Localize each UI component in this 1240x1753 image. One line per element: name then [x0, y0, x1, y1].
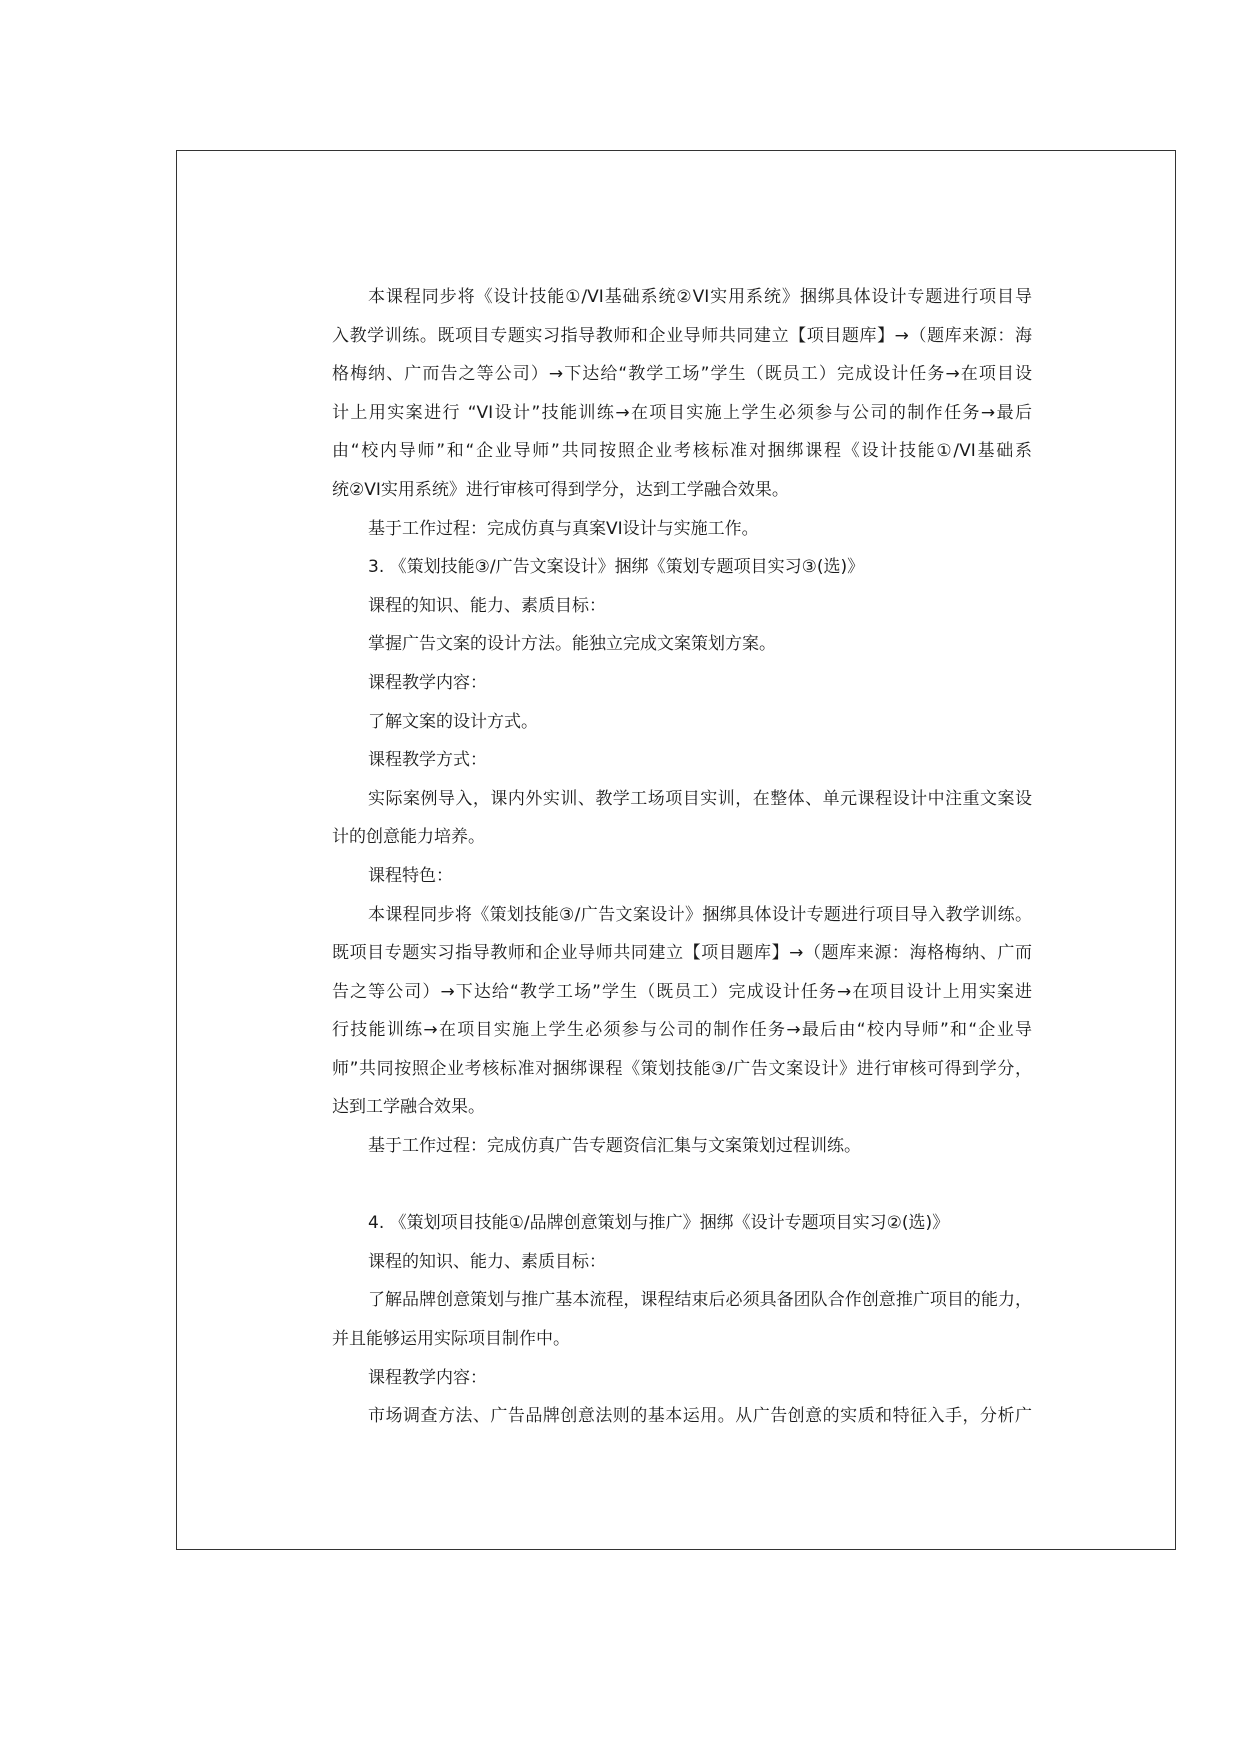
section-label: 课程教学方式：	[368, 750, 487, 771]
paragraph-line: 掌握广告文案的设计方法。能独立完成文案策划方案。	[368, 634, 776, 655]
section-heading: 4. 《策划项目技能①/品牌创意策划与推广》捆绑《设计专题项目实习②(选)》	[368, 1213, 950, 1234]
blank-line	[332, 1166, 1032, 1205]
section-heading: 3. 《策划技能③/广告文案设计》捆绑《策划专题项目实习③(选)》	[368, 557, 865, 578]
section-label: 课程教学内容：	[368, 672, 487, 693]
paragraph-line: 统②VI实用系统》进行审核可得到学分，达到工学融合效果。	[332, 479, 789, 500]
paragraph-line: 了解文案的设计方式。	[368, 711, 538, 732]
paragraph-line: 基于工作过程：完成仿真广告专题资信汇集与文案策划过程训练。	[368, 1136, 861, 1157]
document-body	[332, 278, 1032, 1436]
paragraph-line: 了解品牌创意策划与推广基本流程，课程结束后必须具备团队合作创意推广项目的能力，	[368, 1290, 1032, 1311]
paragraph-line: 计上用实案进行 “VI设计”技能训练→在项目实施上学生必须参与公司的制作任务→最后	[332, 402, 1032, 423]
section-label: 课程特色：	[368, 865, 453, 886]
paragraph-line: 格梅纳、广而告之等公司）→下达给“教学工场”学生（既员工）完成设计任务→在项目设	[332, 364, 1032, 385]
paragraph-line: 师”共同按照企业考核标准对捆绑课程《策划技能③/广告文案设计》进行审核可得到学分，	[332, 1058, 1032, 1079]
paragraph-line: 计的创意能力培养。	[332, 827, 485, 848]
paragraph-line: 并且能够运用实际项目制作中。	[332, 1329, 570, 1350]
paragraph-line: 基于工作过程：完成仿真与真案VI设计与实施工作。	[368, 518, 759, 539]
paragraph-line: 市场调查方法、广告品牌创意法则的基本运用。从广告创意的实质和特征入手，分析广	[368, 1406, 1032, 1427]
section-label: 课程的知识、能力、素质目标：	[368, 595, 606, 616]
section-label: 课程教学内容：	[368, 1367, 487, 1388]
paragraph-line: 达到工学融合效果。	[332, 1097, 485, 1118]
paragraph-line: 本课程同步将《策划技能③/广告文案设计》捆绑具体设计专题进行项目导入教学训练。	[368, 904, 1032, 925]
paragraph-line: 本课程同步将《设计技能①/VI基础系统②VI实用系统》捆绑具体设计专题进行项目导	[368, 287, 1032, 307]
paragraph-line: 由“校内导师”和“企业导师”共同按照企业考核标准对捆绑课程《设计技能①/VI基础系	[332, 441, 1032, 462]
paragraph-line: 告之等公司）→下达给“教学工场”学生（既员工）完成设计任务→在项目设计上用实案进	[332, 981, 1032, 1002]
paragraph-line: 既项目专题实习指导教师和企业导师共同建立【项目题库】→（题库来源：海格梅纳、广而	[332, 943, 1032, 964]
section-label: 课程的知识、能力、素质目标：	[368, 1251, 606, 1272]
paragraph-line: 实际案例导入，课内外实训、教学工场项目实训，在整体、单元课程设计中注重文案设	[368, 788, 1032, 809]
paragraph-line: 入教学训练。既项目专题实习指导教师和企业导师共同建立【项目题库】→（题库来源：海	[332, 325, 1032, 346]
paragraph-line: 行技能训练→在项目实施上学生必须参与公司的制作任务→最后由“校内导师”和“企业导	[332, 1020, 1032, 1041]
